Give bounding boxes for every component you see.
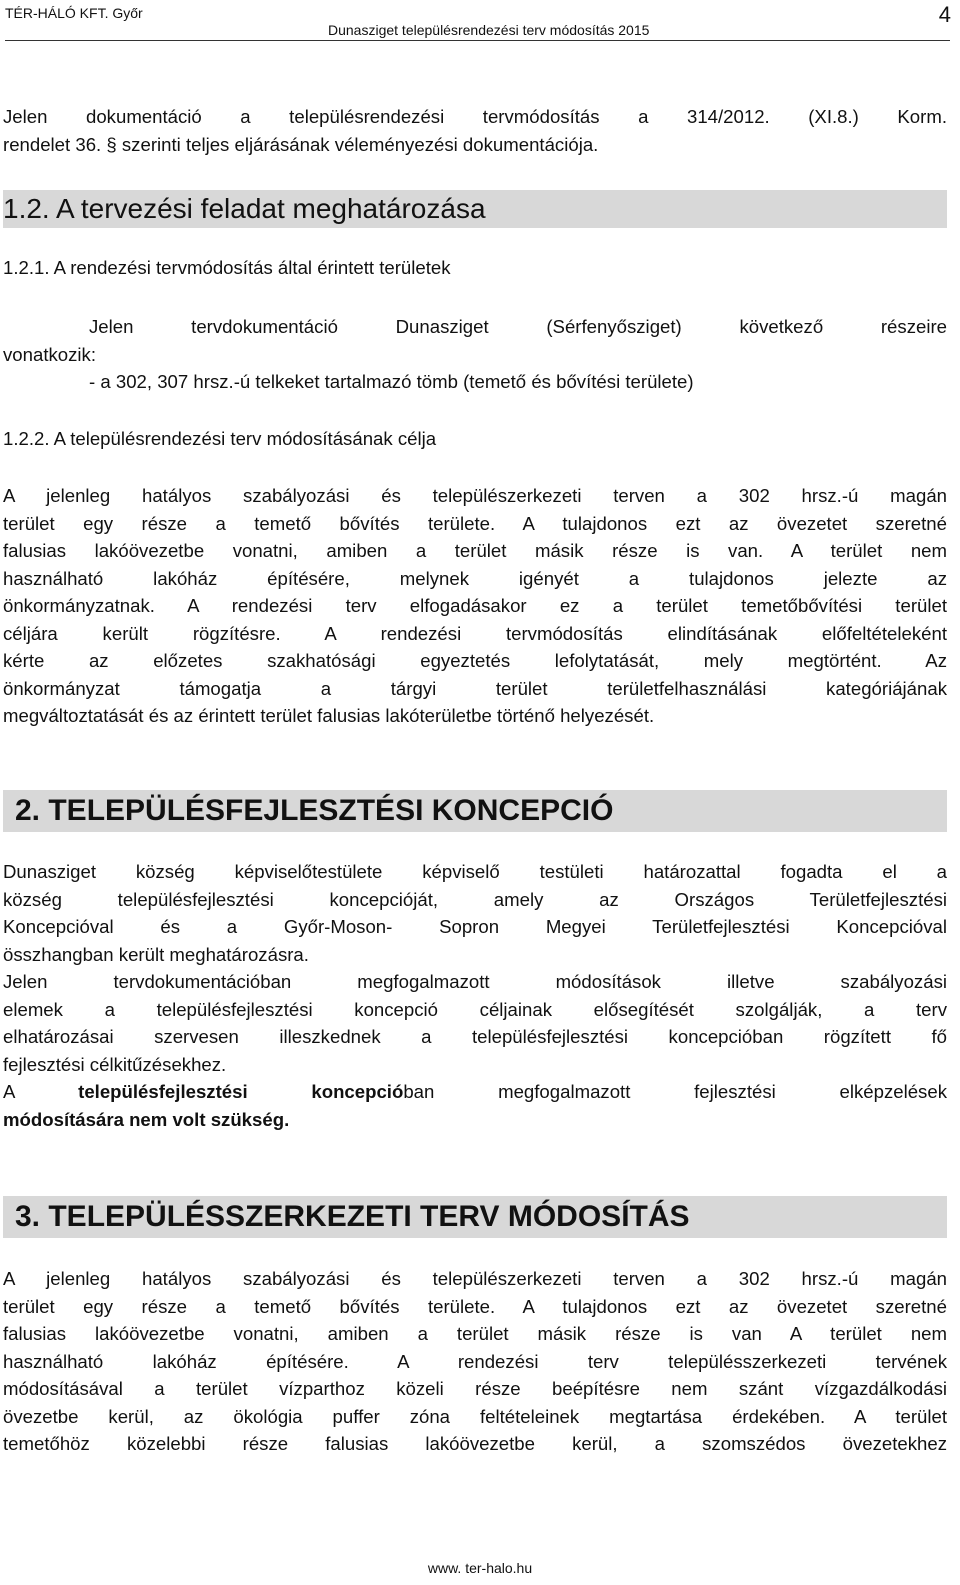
page-footer xyxy=(0,1560,960,1576)
section-3-body xyxy=(3,1265,947,1458)
text-line: használható lakóház építésére. A rendezési terv településszerkezeti tervének xyxy=(3,1350,947,1372)
document-title: Dunasziget településrendezési terv módosítás 2015 xyxy=(328,22,650,38)
section-heading-3: 3. TELEPÜLÉSSZERKEZETI TERV MÓDOSÍTÁS xyxy=(3,1196,947,1238)
text-line: összhangban került meghatározásra. xyxy=(3,943,309,965)
text-line: önkormányzat támogatja a tárgyi terület területfelhasználási kategóriájának xyxy=(3,677,947,699)
bold-text-run: településfejlesztési koncepció xyxy=(78,1081,404,1102)
text-run: A xyxy=(3,1081,15,1102)
text-line: falusias lakóövezetbe vonatni, amiben a terület másik része is van. A terület nem xyxy=(3,540,947,561)
text-line: vonatkozik: xyxy=(3,343,97,365)
text-line: Jelen tervdokumentáció Dunasziget (Sérfenyősziget) következő részeire xyxy=(89,316,947,337)
text-line: fejlesztési célkitűzésekhez. xyxy=(3,1053,227,1075)
footer-url: www. ter-halo.hu xyxy=(427,1560,533,1576)
text-line: falusias lakóövezetbe vonatni, amiben a terület másik része is van A terület nem xyxy=(3,1323,947,1344)
text-line: terület egy része a temető bővítés területe. A tulajdonos ezt az övezetet szeretné xyxy=(3,512,947,534)
section-1-2-2-body xyxy=(3,482,947,730)
text-line: temetőhöz közelebbi része falusias lakóövezetbe kerül, a szomszédos övezetekhez xyxy=(3,1433,947,1454)
section-heading-1-2-1: 1.2.1. A rendezési tervmódosítás által érintett területek xyxy=(3,257,451,278)
section-heading-1-2: 1.2. A tervezési feladat meghatározása xyxy=(3,190,947,228)
text-line: rendelet 36. § szerinti teljes eljárásának véleményezési dokumentációja. xyxy=(3,133,599,155)
section-1-2-1-body xyxy=(3,313,947,396)
list-item: - a 302, 307 hrsz.-ú telkeket tartalmazó tömb (temető és bővítési területe) xyxy=(89,371,694,392)
text-line: módosítására nem volt szükség. xyxy=(3,1108,290,1130)
text-line: Jelen dokumentáció a településrendezési tervmódosítás a 314/2012. (XI.8.) Korm. xyxy=(3,106,947,127)
text-line xyxy=(3,1078,947,1106)
text-line: Dunasziget község képviselőtestülete képviselő testületi határozattal fogadta el a xyxy=(3,861,947,882)
text-line: megváltoztatását és az érintett terület falusias lakóterületbe történő helyezését. xyxy=(3,705,655,726)
intro-paragraph xyxy=(3,103,947,158)
text-line: Jelen tervdokumentációban megfogalmazott módosítások illetve szabályozási xyxy=(3,971,947,992)
header-rule xyxy=(5,40,950,41)
section-heading-1-2-2: 1.2.2. A településrendezési terv módosításának célja xyxy=(3,428,437,449)
page-number: 4 xyxy=(938,2,951,27)
text-line: elhatározásai szervesen illeszkednek a településfejlesztési koncepcióban rögzített fő xyxy=(3,1026,947,1047)
section-heading-2: 2. TELEPÜLÉSFEJLESZTÉSI KONCEPCIÓ xyxy=(3,790,947,832)
text-line: A jelenleg hatályos szabályozási és települészerkezeti terven a 302 hrsz.-ú magán xyxy=(3,1268,947,1289)
text-line: céljára került rögzítésre. A rendezési tervmódosítás elindításának előfeltételeként xyxy=(3,622,947,644)
text-line: terület egy része a temető bővítés területe. A tulajdonos ezt az övezetet szeretné xyxy=(3,1295,947,1317)
text-line: övezetbe kerül, az ökológia puffer zóna feltételeinek megtartása érdekében. A terület xyxy=(3,1405,947,1427)
text-line: módosításával a terület vízparthoz közeli része beépítésre nem szánt vízgazdálkodási xyxy=(3,1378,947,1399)
text-line: kérte az előzetes szakhatósági egyeztetés lefolytatását, mely megtörtént. Az xyxy=(3,650,947,671)
page-header xyxy=(0,0,960,50)
text-line: önkormányzatnak. A rendezési terv elfogadásakor ez a terület temetőbővítési terület xyxy=(3,595,947,616)
text-line: község településfejlesztési koncepcióját, amely az Országos Területfejlesztési xyxy=(3,888,947,910)
text-line: elemek a településfejlesztési koncepció céljainak elősegítését szolgálják, a terv xyxy=(3,998,947,1020)
text-run: ban megfogalmazott fejlesztési elképzelések xyxy=(403,1081,947,1102)
company-name: TÉR-HÁLÓ KFT. Győr xyxy=(5,5,143,21)
text-line: használható lakóház építésére, melynek igényét a tulajdonos jelezte az xyxy=(3,567,947,589)
section-2-body xyxy=(3,858,947,1133)
text-line: Koncepcióval és a Győr-Moson- Sopron Megyei Területfejlesztési Koncepcióval xyxy=(3,916,947,937)
text-line: A jelenleg hatályos szabályozási és települészerkezeti terven a 302 hrsz.-ú magán xyxy=(3,485,947,506)
